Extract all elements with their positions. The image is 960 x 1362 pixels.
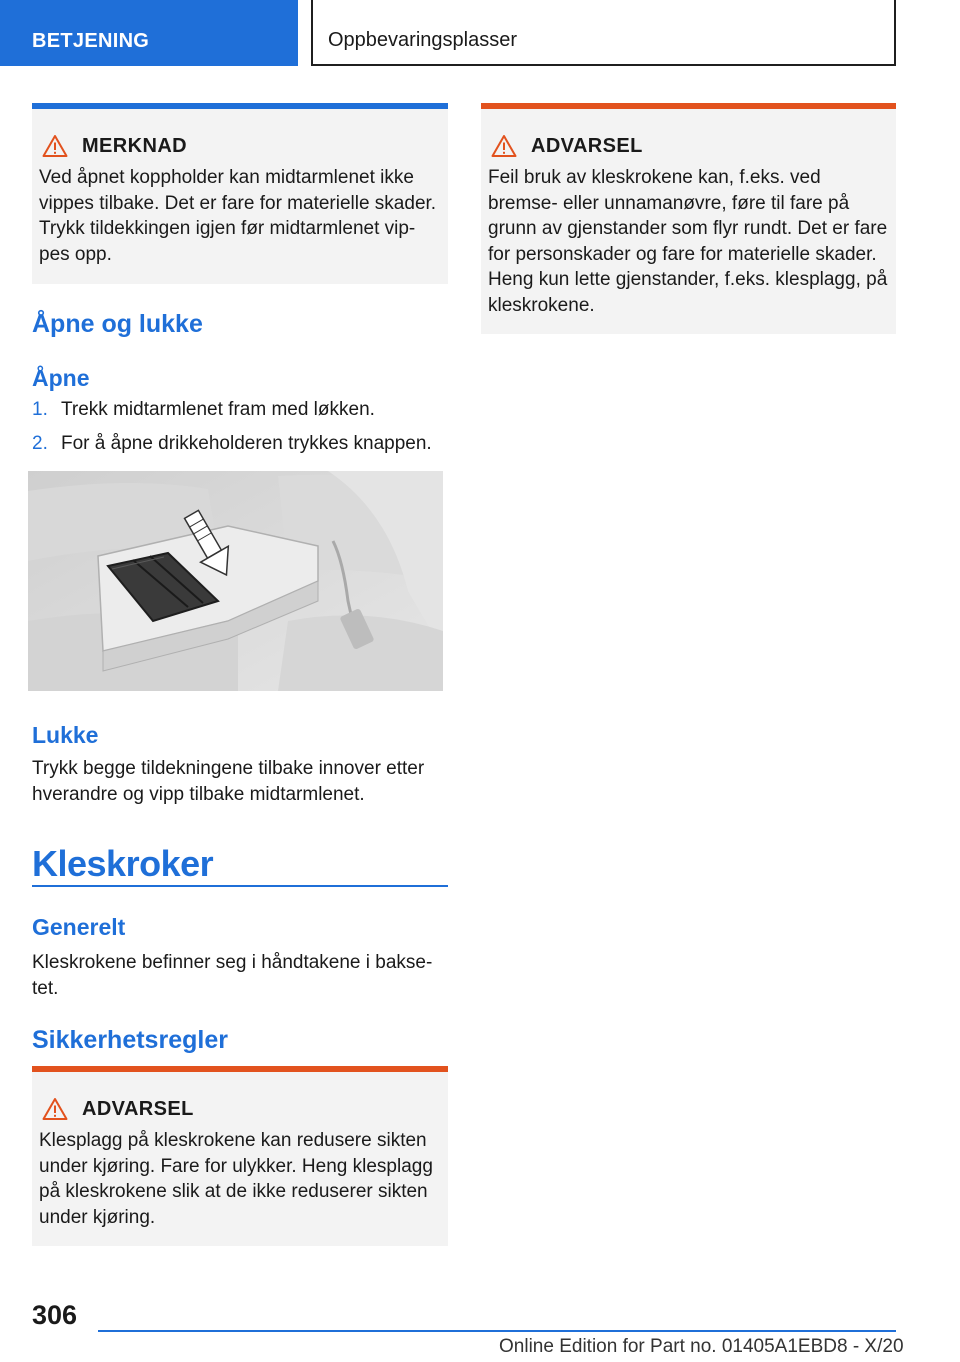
notice-advarsel-label: ADVARSEL xyxy=(82,1097,194,1120)
notice-merknad xyxy=(32,103,448,284)
notice-advarsel-left xyxy=(32,1066,448,1246)
paragraph-line: Kleskrokene befinner seg i håndtakene i bakse- xyxy=(32,952,433,973)
subheading-general: Generelt xyxy=(32,914,126,940)
notice-line: kleskrokene. xyxy=(488,294,595,316)
notice-advarsel-body xyxy=(39,1128,440,1230)
notice-advarsel-right xyxy=(481,103,896,334)
armrest-photo xyxy=(28,471,443,691)
subheading-close: Lukke xyxy=(32,722,99,748)
notice-merknad-label: MERKNAD xyxy=(82,134,188,157)
notice-line: bremse- eller unnamanøvre, føre til fare på xyxy=(488,192,850,214)
warning-triangle-icon xyxy=(491,134,517,158)
open-steps-list xyxy=(32,397,448,464)
step-text: For å åpne drikkeholderen trykkes knappen. xyxy=(61,432,432,454)
header-title-label: Oppbevaringsplasser xyxy=(328,29,517,51)
subheading-safety: Sikkerhetsregler xyxy=(32,1026,228,1054)
notice-line: pes opp. xyxy=(39,243,112,265)
notice-line: Feil bruk av kleskrokene kan, f.eks. ved xyxy=(488,167,821,188)
header-section-label: BETJENING xyxy=(32,30,150,52)
list-item xyxy=(32,397,448,423)
heading-underline xyxy=(32,885,448,887)
notice-merknad-head xyxy=(39,133,440,159)
heading-open-close: Åpne og lukke xyxy=(32,310,203,338)
paragraph-line: Trykk begge tildekningene tilbake innover etter xyxy=(32,758,425,779)
header-section-tab xyxy=(0,0,298,66)
step-text: Trekk midtarmlenet fram med løkken. xyxy=(61,399,375,420)
page-number: 306 xyxy=(32,1300,78,1330)
notice-advarsel-label: ADVARSEL xyxy=(531,134,643,157)
armrest-illustration xyxy=(28,471,443,691)
list-item xyxy=(32,431,448,457)
footer-rule xyxy=(98,1330,896,1332)
notice-line: vippes tilbake. Det er fare for materielle skader. xyxy=(39,192,437,214)
step-number: 1. xyxy=(32,399,48,420)
notice-advarsel-body xyxy=(488,165,888,318)
paragraph-line: hverandre og vipp tilbake midtarmlenet. xyxy=(32,783,365,805)
notice-line: Trykk tildekkingen igjen før midtarmlenet vip- xyxy=(39,218,416,239)
notice-line: grunn av gjenstander som flyr rundt. Det er fare xyxy=(488,218,888,239)
notice-line: under kjøring. xyxy=(39,1206,156,1228)
notice-line: for personskader og fare for materielle skader. xyxy=(488,243,877,265)
heading-kleskroker: Kleskroker xyxy=(32,843,214,884)
warning-triangle-icon xyxy=(42,1097,68,1121)
notice-line: Klesplagg på kleskrokene kan redusere sikten xyxy=(39,1130,427,1151)
notice-line: under kjøring. Fare for ulykker. Heng klesplagg xyxy=(39,1155,433,1177)
notice-line: Ved åpnet koppholder kan midtarmlenet ikke xyxy=(39,167,414,188)
general-paragraph xyxy=(32,950,448,1001)
notice-merknad-body xyxy=(39,165,440,267)
notice-advarsel-head xyxy=(488,133,888,159)
header-title-box xyxy=(311,0,896,66)
warning-triangle-icon xyxy=(42,134,68,158)
notice-advarsel-head xyxy=(39,1096,440,1122)
footer-edition: Online Edition for Part no. 01405A1EBD8 - X/20 xyxy=(499,1336,904,1357)
subheading-open: Åpne xyxy=(32,365,90,391)
close-paragraph xyxy=(32,756,448,807)
notice-line: på kleskrokene slik at de ikke reduserer sikten xyxy=(39,1181,428,1202)
paragraph-line: tet. xyxy=(32,977,59,999)
notice-line: Heng kun lette gjenstander, f.eks. klesplagg, på xyxy=(488,269,888,290)
step-number: 2. xyxy=(32,432,48,454)
